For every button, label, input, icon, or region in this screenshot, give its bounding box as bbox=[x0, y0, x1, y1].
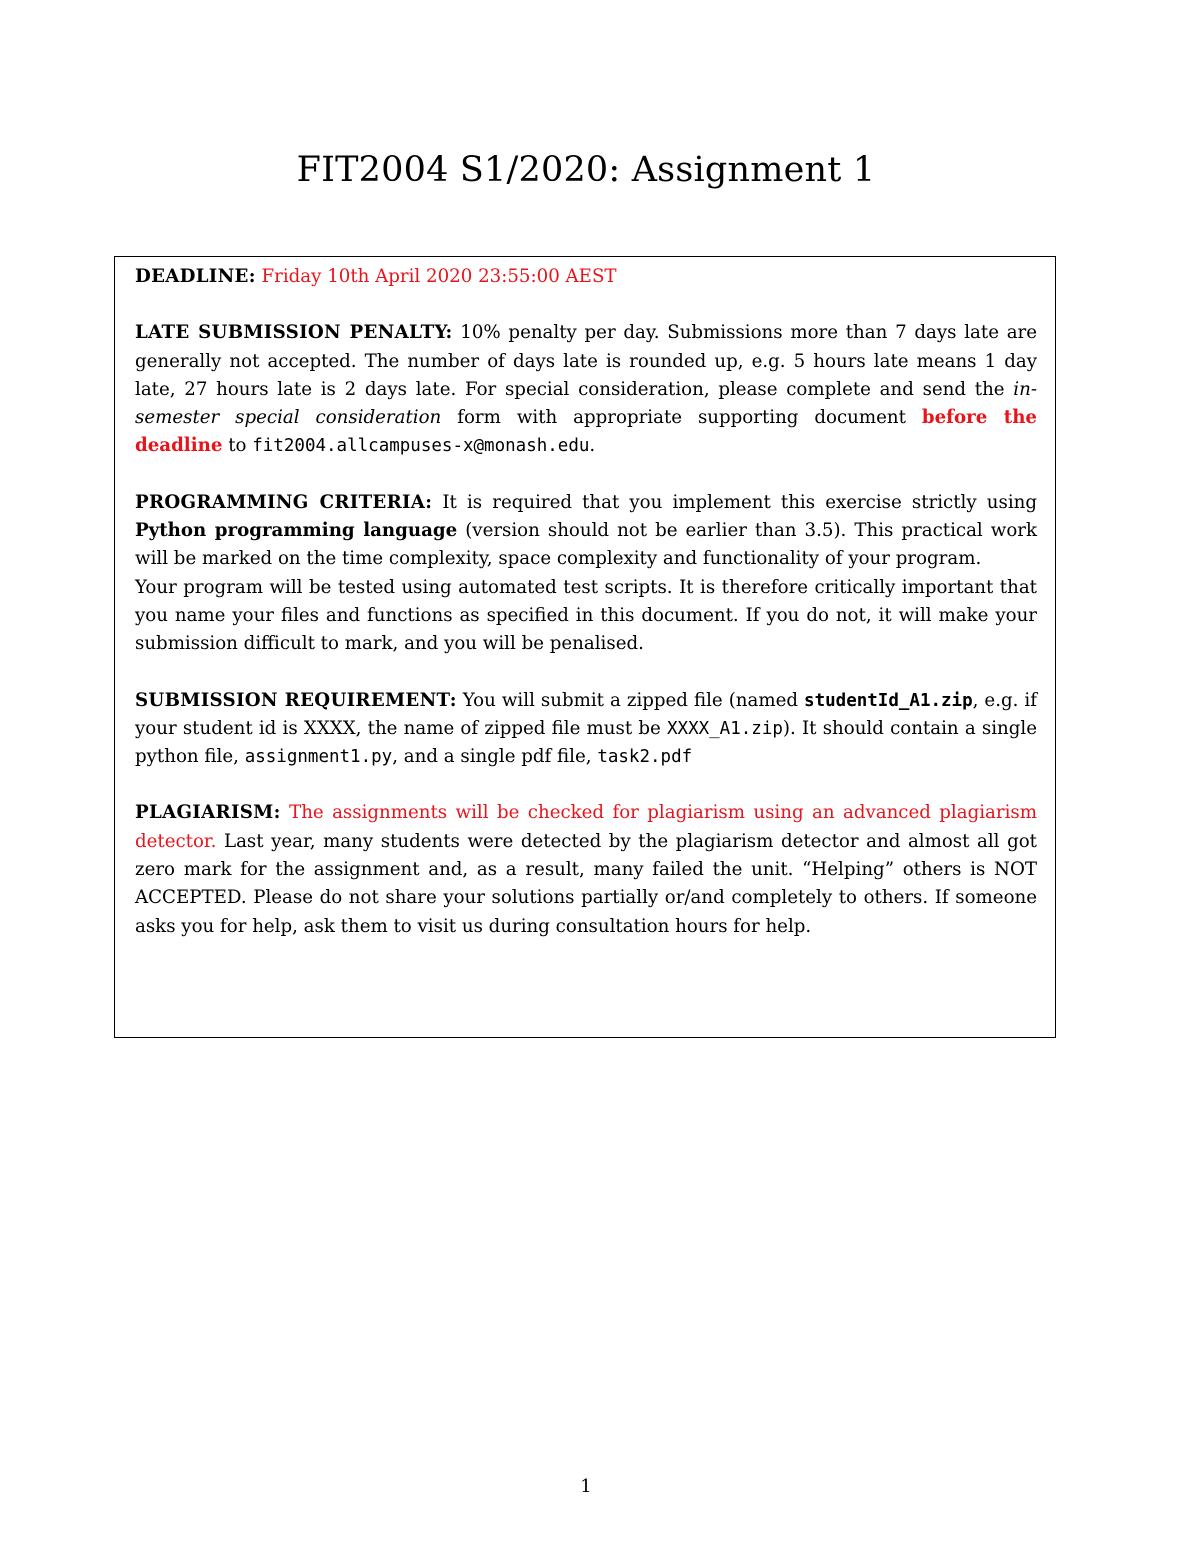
late-penalty-text-3: to bbox=[228, 435, 247, 457]
programming-section bbox=[135, 489, 1037, 574]
plagiarism-section bbox=[135, 799, 1037, 940]
submission-heading: SUBMISSION REQUIREMENT: bbox=[135, 689, 457, 711]
plagiarism-heading: PLAGIARISM: bbox=[135, 802, 281, 824]
page-number: 1 bbox=[580, 1476, 592, 1497]
programming-text-2: (version should not be earlier than 3.5). This practical work will be marked on the time complexity, space complexity and functionality of your program. bbox=[135, 520, 1037, 570]
submission-text-3: ). It should contain a single python file, bbox=[135, 717, 1037, 768]
programming-heading: PROGRAMMING CRITERIA: bbox=[135, 491, 433, 513]
late-penalty-section bbox=[135, 319, 1037, 460]
late-penalty-text-2: form with appropriate supporting document bbox=[457, 407, 906, 429]
submission-text-4: , and a single pdf file, bbox=[392, 746, 592, 768]
submission-section bbox=[135, 687, 1037, 772]
deadline-heading: DEADLINE: bbox=[135, 266, 256, 287]
contact-email: fit2004.allcampuses-x@monash.edu bbox=[252, 436, 590, 457]
testing-paragraph: Your program will be tested using automated test scripts. It is therefore critically important that you name your files and functions as specified in this document. If you do not, it will make your submission difficult to mark, and you will be penalised. bbox=[135, 576, 1037, 655]
submission-text-2: , e.g. if your student id is XXXX, the name of zipped file must be bbox=[135, 689, 1037, 739]
pdf-file-name: task2.pdf bbox=[597, 747, 693, 768]
late-penalty-text-4: . bbox=[589, 435, 596, 457]
special-consideration-form: in-semester special consideration bbox=[135, 378, 1037, 429]
plagiarism-warning: The assignments will be checked for plagiarism using an advanced plagiarism detector. bbox=[135, 802, 1037, 852]
python-file-name: assignment1.py bbox=[244, 747, 393, 768]
late-penalty-text: 10% penalty per day. Submissions more than 7 days late are generally not accepted. The number of days late is rounded up, e.g. 5 hours late means 1 day late, 27 hours late is 2 days late. For special consideration, please complete and send the bbox=[135, 322, 1037, 400]
page-title: FIT2004 S1/2020: Assignment 1 bbox=[296, 150, 876, 190]
submission-text: You will submit a zipped file (named bbox=[462, 689, 799, 711]
instructions-content bbox=[135, 263, 1037, 941]
zip-file-example: XXXX_A1.zip bbox=[667, 718, 783, 739]
late-penalty-heading: LATE SUBMISSION PENALTY: bbox=[135, 322, 453, 344]
zip-file-pattern: studentId_A1.zip bbox=[804, 690, 973, 711]
python-language: Python programming language bbox=[135, 520, 458, 542]
deadline-section bbox=[135, 263, 1037, 291]
deadline-value: Friday 10th April 2020 23:55:00 AEST bbox=[261, 266, 617, 287]
before-deadline-highlight: before the deadline bbox=[135, 407, 1037, 457]
instructions-box bbox=[114, 256, 1056, 1038]
plagiarism-text: Last year, many students were detected by the plagiarism detector and almost all got zero mark for the assignment and, as a result, many failed the unit. “Helping” others is NOT ACCEPTED. Please do not share your solutions partially or/and completely to others. If someone asks you for help, ask them to visit us during consultation hours for help. bbox=[135, 830, 1037, 937]
programming-text: It is required that you implement this exercise strictly using bbox=[442, 491, 1037, 513]
